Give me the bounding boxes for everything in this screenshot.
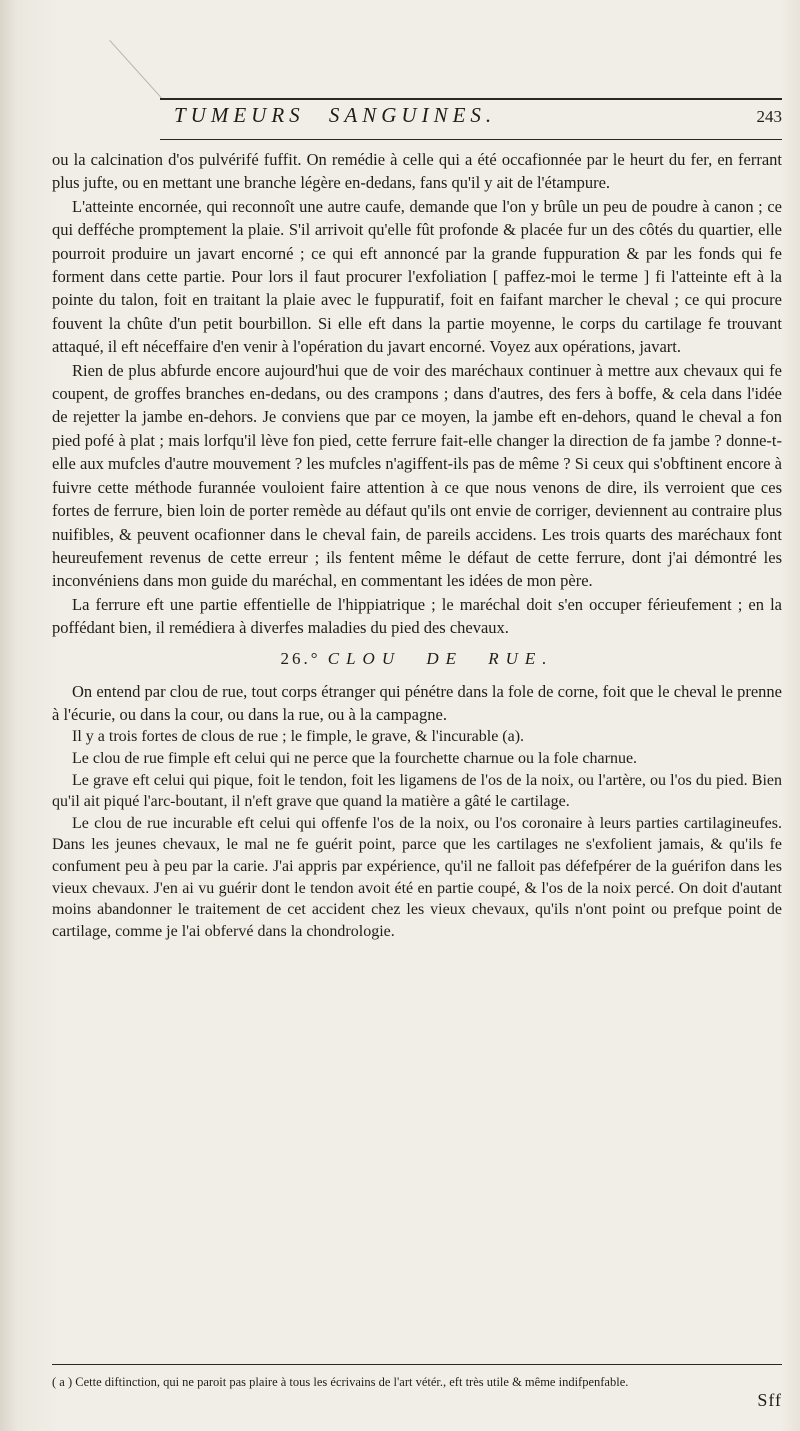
page-corner-mark — [109, 40, 163, 100]
page-number: 243 — [756, 107, 782, 126]
footnote: ( a ) Cette diftinction, qui ne paroit pas plaire à tous les écrivains de l'art vétér., eft très utile & même indifpenfable. — [52, 1375, 629, 1389]
paragraph-incurable: Le clou de rue incurable eft celui qui offenfe l'os de la noix, ou l'os coronaire à leurs parties cartilagineufes. Dans les jeunes chevaux, le mal ne fe guérit point, parce que les cartilages ne s'exfolient jamais, & qu'ils fe confument peu à peu par la carie. J'ai appris par expérience, qu'il ne falloit pas défefpérer de la guérifon dans les vieux chevaux. J'en ai vu guérir dont le tendon avoit été en partie coupé, & l'os de la noix percé. On doit d'autant moins abandonner le traitement de cet accident chez les vieux chevaux, qu'ils n'ont point ou prefque point de cartilage, comme je l'ai obfervé dans la chondrologie. — [52, 814, 782, 940]
section-number: 26.° — [280, 648, 321, 668]
top-rule — [160, 98, 782, 100]
header-rule — [160, 139, 782, 140]
signature-mark: Sff — [757, 1390, 782, 1410]
page-body — [52, 148, 782, 942]
section-heading — [52, 646, 782, 672]
footnote-rule — [52, 1364, 782, 1365]
paragraph-ferrure-absurde: Rien de plus abfurde encore aujourd'hui que de voir des maréchaux continuer à mettre aux chevaux qui fe coupent, de groffes branches en-dedans, ou des crampons ; dans d'autres, des fers à boffe, & cela dans l'idée de rejetter la jambe en-dehors. Je conviens que par ce moyen, la jambe eft en-dehors, quand le cheval a fon pied pofé à plat ; mais lorfqu'il lève fon pied, cette ferrure fait-elle changer la direction de fa jambe ? donne-t-elle aux mufcles d'autre mouvement ? les mufcles n'agiffent-ils pas de même ? Si ceux qui s'obftinent encore à fuivre cette méthode furannée vouloient faire attention à ce que nous venons de dire, ils verroient que ces fortes de ferrure, bien loin de porter remède au défaut qu'ils ont envie de corriger, deviennent au contraire plus nuifibles, & peuvent ocafionner dans le cheval fain, de pareils accidens. Les trois quarts des maréchaux font heureufement revenus de cette erreur ; ils fentent même le défaut de cette ferrure, dont j'ai démontré les inconvéniens dans mon guide du maréchal, en commentant les idées de mon père. — [52, 360, 782, 591]
running-head: TUMEURS SANGUINES. — [174, 103, 497, 127]
section-title: CLOU DE RUE. — [327, 648, 554, 668]
paragraph-atteinte-encornee: L'atteinte encornée, qui reconnoît une autre caufe, demande que l'on y brûle un peu de poudre à canon ; ce qui defféche promptement la plaie. S'il arrivoit qu'elle fût profonde & placée fur un des côtés du quartier, elle pourroit produire un javart encorné ; ce qui eft annoncé par la grande fuppuration & par les fonds qui fe forment dans cette partie. Pour lors il faut procurer l'exfoliation [ paffez-moi le terme ] fi l'atteinte eft à la pointe du talon, foit en traitant la plaie avec le fuppuratif, foit en faifant marcher le cheval ; ce qui procure fouvent la chûte d'un petit bourbillon. Si elle eft dans la partie moyenne, le corps du cartilage fe trouvant attaqué, il eft néceffaire d'en venir à l'opération du javart encorné. Voyez aux opérations, javart. — [52, 196, 782, 357]
paragraph-simple: Le clou de rue fimple eft celui qui ne perce que la fourchette charnue ou la fole charnue. — [72, 749, 638, 767]
page-header — [160, 103, 782, 137]
paragraph-definition: On entend par clou de rue, tout corps étranger qui pénétre dans la fole de corne, foit que le cheval le prenne à l'écurie, ou dans la cour, ou dans la rue, ou à la campagne. — [52, 681, 782, 724]
paragraph-grave: Le grave eft celui qui pique, foit le tendon, foit les ligamens de l'os de la noix, ou l'artère, ou l'os du pied. Bien qu'il ait piqué l'arc-boutant, il n'eft grave que quand la matière a gâté le cartilage. — [52, 771, 782, 811]
paragraph-three-kinds: Il y a trois fortes de clous de rue ; le fimple, le grave, & l'incurable (a). — [72, 728, 525, 746]
paragraph-ferrure-essentielle: La ferrure eft une partie effentielle de l'hippiatrique ; le maréchal doit s'en occuper férieufement ; en la poffédant bien, il remédiera à diverfes maladies du pied des chevaux. — [52, 594, 782, 638]
paragraph-calcination: ou la calcination d'os pulvérifé fuffit. On remédie à celle qui a été occafionnée par le heurt du fer, en ferrant plus jufte, ou en mettant une branche légère en-dedans, fans qu'il y ait de l'étampure. — [52, 150, 782, 193]
